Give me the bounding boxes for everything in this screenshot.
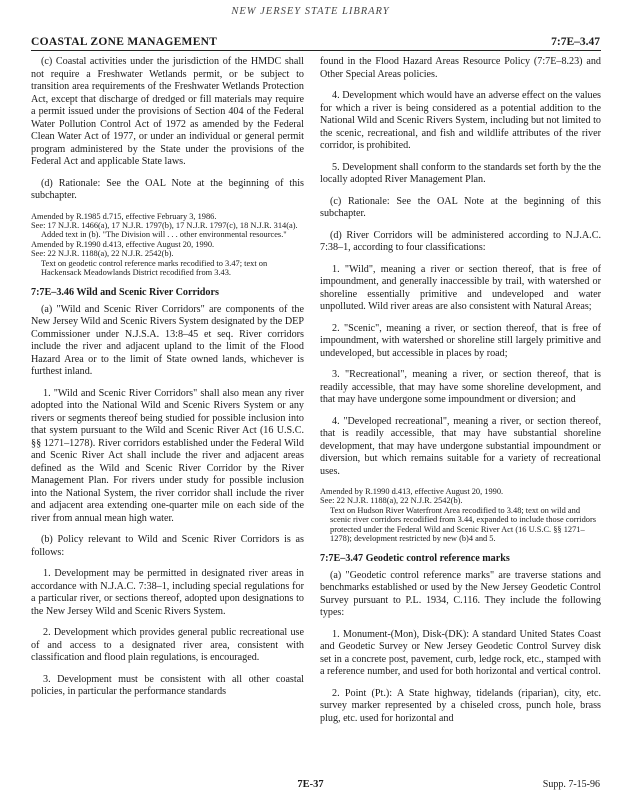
supplement-date: Supp. 7-15-96 xyxy=(542,779,600,790)
library-stamp: NEW JERSEY STATE LIBRARY xyxy=(231,6,390,17)
right-column xyxy=(320,56,601,734)
history-note: Amended by R.1990 d.413, effective August 20, 1990. xyxy=(31,239,215,249)
history-note: Added text in (b). "The Division will . . . other environmental resources." xyxy=(41,230,287,240)
running-header-section: 7:7E–3.47 xyxy=(551,36,600,48)
paragraph-b-2: 2. Development which provides general public recreational use of and access to a designated river area, consistent with classification and flood plain regulations, is encouraged. xyxy=(31,627,304,664)
paragraph-b-3: 3. Development must be consistent with all other coastal policies, in particular the performance standards xyxy=(31,673,304,698)
history-notes xyxy=(320,487,601,543)
paragraph-c-rationale: (c) Rationale: See the OAL Note at the beginning of this subchapter. xyxy=(320,195,601,219)
history-note: Amended by R.1985 d.715, effective February 3, 1986. xyxy=(31,211,217,221)
history-note: Amended by R.1990 d.413, effective August 20, 1990. xyxy=(320,487,504,496)
section-heading-3-46: 7:7E–3.46 Wild and Scenic River Corridors xyxy=(31,287,219,299)
paragraph-b-3-cont: found in the Flood Hazard Areas Resource Policy (7:7E–8.23) and Other Special Areas policies. xyxy=(320,56,601,80)
paragraph-b-1: 1. Development may be permitted in designated river areas in accordance with N.J.A.C. 7:38–1, including special regulations for a particular river, or sections thereof, adopted upon designations to the New Jersey Wild and Scenic Rivers System. xyxy=(31,568,304,617)
paragraph-a-1: 1. "Wild and Scenic River Corridors" shall also mean any river adopted into the National Wild and Scenic Rivers System or any rivers or segments thereof being studied for possible inclusion into that system pursuant to the Wild and Scenic River Act (16 U.S.C. §§ 1271–1278). River corridors established under the Federal Wild and Scenic River Act shall include the river and adjacent areas defined as the Wild and Scenic River Corridor by the River Management Plan. For rivers under study for possible inclusion into the National System, the river corridor shall include the river and adjacent area extending one-quarter mile on each side of the river from annual mean high water. xyxy=(31,387,304,524)
classification-wild: 1. "Wild", meaning a river or section thereof, that is free of impoundment, and generally inaccessible by trail, with watershed or shoreline essentially primitive and undeveloped and water unpolluted. Wild river areas are also consistent with Natural Areas; xyxy=(320,263,601,312)
paragraph-geodetic-1: 1. Monument-(Mon), Disk-(DK): A standard United States Coast and Geodetic Survey or New Jersey Geodetic Control Survey disk set in a concrete post, pavement, curb, ledge rock, etc., stamped with a reference number, and used for both horizontal and vertical control. xyxy=(320,628,601,678)
paragraph-b-4: 4. Development which would have an adverse effect on the values for which a river is being considered as a potential addition to the National Wild and Scenic Rivers System, including but not limited to the scenic, recreational, and fish and wildlife attributes of the river corridor, is prohibited. xyxy=(320,90,601,151)
history-note: See: 17 N.J.R. 1466(a), 17 N.J.R. 1797(b), 17 N.J.R. 1797(c), 18 N.J.R. 314(a). xyxy=(31,220,298,230)
paragraph-b-5: 5. Development shall conform to the standards set forth by the the locally adopted River Management Plan. xyxy=(320,161,601,185)
paragraph-d-classifications: (d) River Corridors will be administered according to N.J.A.C. 7:38–1, according to four classifications: xyxy=(320,229,601,253)
header-rule xyxy=(31,50,601,51)
classification-developed-recreational: 4. "Developed recreational", meaning a river, or section thereof, that is readily accessible, that may have substantial shoreline development, that may have undergone substantial impoundment or diversion, but which remains suitable for a variety of recreational uses. xyxy=(320,415,601,477)
paragraph-b: (b) Policy relevant to Wild and Scenic River Corridors is as follows: xyxy=(31,534,304,558)
classification-recreational: 3. "Recreational", meaning a river, or section thereof, that is readily accessible, that may have some shoreline development, and that may have undergone some impoundment or diversion; and xyxy=(320,369,601,405)
history-note: Text on Hudson River Waterfront Area recodified to 3.48; text on wild and scenic river corridors recodified from 3.44, expanded to include those corridors protected under the Federal Wild and Scenic River Act (16 U.S.C. §§ 1271–1278); development restricted by new (b)4 and 5. xyxy=(330,505,597,544)
paragraph-geodetic-a: (a) "Geodetic control reference marks" are traverse stations and benchmarks established or used by the New Jersey Geodetic Control Survey pursuant to P.L. 1934, C.116. They include the following types: xyxy=(320,569,601,619)
history-note: See: 22 N.J.R. 1188(a), 22 N.J.R. 2542(b). xyxy=(320,496,463,506)
history-note: Text on geodetic control reference marks recodified to 3.47; text on Hackensack Meadowlands District recodified from 3.43. xyxy=(41,258,268,277)
paragraph-c: (c) Coastal activities under the jurisdiction of the HMDC shall not require a Freshwater Wetlands permit, or be subject to transition area requirements of the Freshwater Wetlands Protection Act, except that discharge of dredged or fill materials may require a permit issued under the provisions of Section 404 of the Federal Water Pollution Control Act of 1972 as amended by the Federal Clean Water Act of 1977, or under an individual or general permit program administered by the State under the provisions of the Federal Act and applicable State laws. xyxy=(31,56,304,167)
left-column xyxy=(31,56,304,708)
paragraph-a: (a) "Wild and Scenic River Corridors" are components of the New Jersey Wild and Scenic Rivers System designated by the DEP Commissioner under N.J.S.A. 13:8–45 et seq. River corridors include the river and adjacent upland to the limit of the Flood Hazard Area or to the limit of State owned lands, whichever is furthest inland. xyxy=(31,303,304,378)
page-number: 7E-37 xyxy=(297,779,324,790)
paragraph-d-rationale: (d) Rationale: See the OAL Note at the beginning of this subchapter. xyxy=(31,177,304,201)
paragraph-geodetic-2: 2. Point (Pt.): A State highway, tidelands (riparian), city, etc. survey marker represented by a chiseled cross, punch hole, brass plug, etc. used for horizontal and xyxy=(320,687,601,724)
classification-scenic: 2. "Scenic", meaning a river, or section thereof, that is free of impoundment, with watershed or shoreline still largely primitive and undeveloped, but accessible in places by road; xyxy=(320,322,601,359)
running-header-title: COASTAL ZONE MANAGEMENT xyxy=(31,36,218,48)
section-heading-3-47: 7:7E–3.47 Geodetic control reference marks xyxy=(320,553,510,565)
history-notes xyxy=(31,212,304,278)
history-note: See: 22 N.J.R. 1188(a), 22 N.J.R. 2542(b). xyxy=(31,249,174,259)
